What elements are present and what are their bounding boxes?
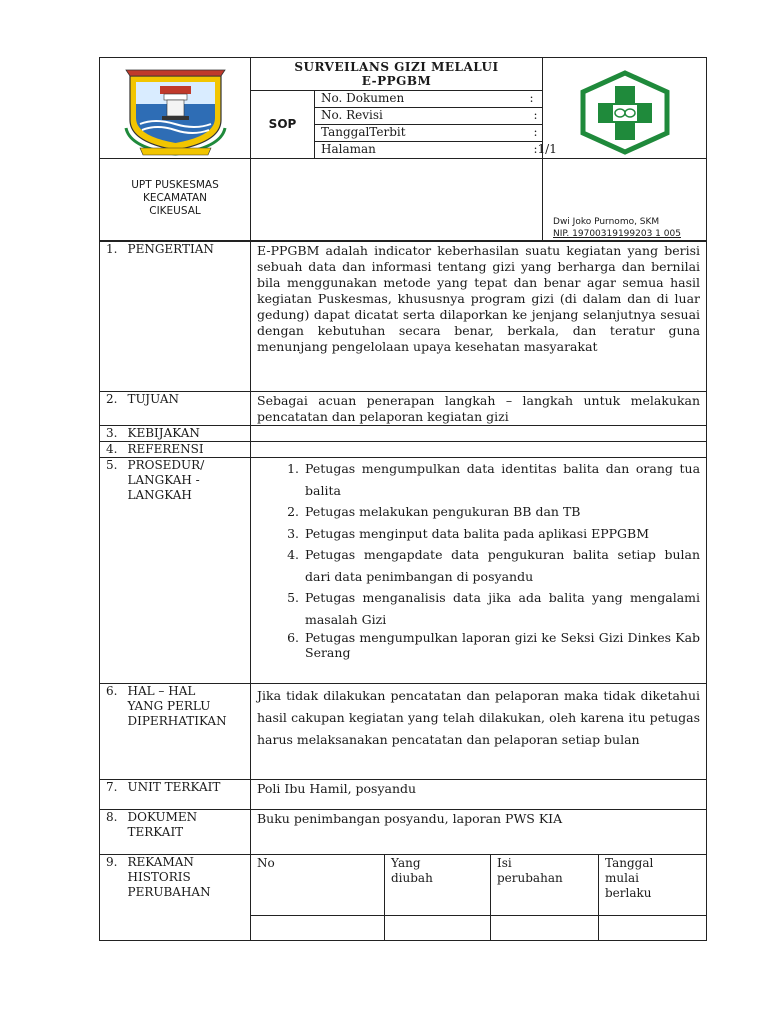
row-label: REFERENSI bbox=[128, 442, 251, 458]
steps-list bbox=[251, 458, 706, 660]
label-line: LANGKAH - bbox=[127, 473, 200, 487]
row-number: 2. bbox=[100, 392, 128, 426]
row-prosedur bbox=[100, 458, 707, 684]
dokumen-text: Buku penimbangan posyandu, laporan PWS KIA bbox=[251, 810, 707, 855]
row-label bbox=[128, 855, 251, 941]
label-line: LANGKAH bbox=[127, 488, 192, 502]
label-line: YANG PERLU bbox=[127, 699, 211, 713]
blank-cell bbox=[251, 159, 543, 241]
row-label: KEBIJAKAN bbox=[128, 426, 251, 442]
row-tujuan bbox=[100, 392, 707, 426]
field-no-dokumen bbox=[315, 91, 543, 108]
unit-line-2: KECAMATAN bbox=[142, 192, 208, 204]
field-label: No. Dokumen bbox=[321, 91, 405, 105]
list-item: 5. Petugas menganalisis data jika ada balita yang mengalami masalah Gizi bbox=[303, 587, 700, 630]
label-line: PERUBAHAN bbox=[127, 885, 211, 899]
field-label: TanggalTerbit bbox=[321, 125, 406, 139]
row-number: 8. bbox=[100, 810, 128, 855]
row-label bbox=[128, 684, 251, 780]
field-value: : bbox=[533, 125, 538, 139]
row-number: 9. bbox=[100, 855, 128, 941]
title-line-2: E-PPGBM bbox=[361, 74, 432, 88]
unit-line-3: CIKEUSAL bbox=[149, 205, 201, 217]
col-line: Tanggal bbox=[605, 856, 654, 870]
history-cell bbox=[491, 916, 599, 941]
field-label: No. Revisi bbox=[321, 108, 383, 122]
prosedur-steps bbox=[251, 458, 707, 684]
col-line: berlaku bbox=[605, 886, 652, 900]
field-label: Halaman bbox=[321, 142, 376, 156]
label-line: PROSEDUR/ bbox=[127, 458, 205, 472]
field-value: : bbox=[529, 91, 534, 105]
regency-emblem-icon bbox=[100, 58, 251, 158]
row-number: 4. bbox=[100, 442, 128, 458]
hal-text: Jika tidak dilakukan pencatatan dan pelaporan maka tidak diketahui hasil cakupan kegiatan yang telah dilakukan, oleh karena itu petugas harus melaksanakan pencatatan dan pelaporan setiap bulan bbox=[251, 684, 707, 780]
row-label: UNIT TERKAIT bbox=[128, 780, 251, 810]
history-cell bbox=[599, 916, 707, 941]
unit-line-1: UPT PUSKESMAS bbox=[131, 179, 219, 191]
unit-name bbox=[100, 159, 251, 241]
label-line: DOKUMEN bbox=[127, 810, 198, 824]
row-label bbox=[128, 458, 251, 684]
referensi-text bbox=[251, 442, 707, 458]
row-kebijakan bbox=[100, 426, 707, 442]
row-label: TUJUAN bbox=[128, 392, 251, 426]
row-number: 3. bbox=[100, 426, 128, 442]
signature-block bbox=[543, 159, 707, 241]
unit-terkait-text: Poli Ibu Hamil, posyandu bbox=[251, 780, 707, 810]
history-col-date bbox=[599, 855, 707, 916]
logo-cell bbox=[100, 58, 251, 159]
sop-header-table bbox=[99, 57, 707, 241]
puskesmas-logo-icon bbox=[543, 58, 707, 158]
label-line: TERKAIT bbox=[127, 825, 184, 839]
label-line: HISTORIS bbox=[127, 870, 191, 884]
row-hal bbox=[100, 684, 707, 780]
row-number: 7. bbox=[100, 780, 128, 810]
row-pengertian bbox=[100, 242, 707, 392]
col-line: Isi bbox=[497, 856, 512, 870]
label-line: DIPERHATIKAN bbox=[127, 714, 227, 728]
col-line: Yang bbox=[391, 856, 421, 870]
tujuan-text: Sebagai acuan penerapan langkah – langkah untuk melakukan pencatatan dan pelaporan kegiatan gizi bbox=[251, 392, 707, 426]
field-halaman bbox=[315, 142, 557, 159]
history-col-changed bbox=[385, 855, 491, 916]
field-tanggal-terbit bbox=[315, 125, 543, 142]
sop-body-table bbox=[99, 241, 707, 941]
field-no-revisi bbox=[315, 108, 543, 125]
row-number: 6. bbox=[100, 684, 128, 780]
list-item: 6. Petugas mengumpulkan laporan gizi ke Seksi Gizi Dinkes Kab Serang bbox=[303, 630, 700, 660]
row-unit-terkait bbox=[100, 780, 707, 810]
row-referensi bbox=[100, 442, 707, 458]
puskesmas-logo-cell bbox=[543, 58, 707, 159]
list-item: 1. Petugas mengumpulkan data identitas balita dan orang tua balita bbox=[303, 458, 700, 501]
title-line-1: SURVEILANS GIZI MELALUI bbox=[294, 60, 499, 74]
row-rekaman bbox=[100, 855, 707, 916]
history-col-no: No bbox=[251, 855, 385, 916]
signer-nip: NIP. 19700319199203 1 005 bbox=[553, 229, 681, 239]
kebijakan-text bbox=[251, 426, 707, 442]
field-value: : bbox=[533, 108, 538, 122]
col-line: diubah bbox=[391, 871, 433, 885]
sop-label: SOP bbox=[251, 91, 315, 159]
label-line: REKAMAN bbox=[127, 855, 194, 869]
label-line: HAL – HAL bbox=[127, 684, 196, 698]
col-line: mulai bbox=[605, 871, 639, 885]
signer-name: Dwi Joko Purnomo, SKM bbox=[553, 217, 660, 227]
sop-title bbox=[251, 58, 543, 91]
row-number: 5. bbox=[100, 458, 128, 684]
list-item: 3. Petugas menginput data balita pada aplikasi EPPGBM bbox=[303, 523, 700, 545]
field-value: :1/1 bbox=[533, 142, 557, 156]
row-label bbox=[128, 810, 251, 855]
row-label: PENGERTIAN bbox=[128, 242, 251, 392]
row-number: 1. bbox=[100, 242, 128, 392]
pengertian-text: E-PPGBM adalah indicator keberhasilan suatu kegiatan yang berisi sebuah data dan informasi tentang gizi yang berharga dan bernilai bila menggunakan metode yang tepat dan benar agar semua hasil kegiatan Puskesmas, khususnya program gizi (di dalam dan di luar gedung) dapat dicatat serta dilaporkan ke jenjang selanjutnya sesuai dengan kebutuhan secara benar, berkala, dan teratur guna menunjang pengelolaan upaya kesehatan masyarakat bbox=[251, 242, 707, 392]
list-item: 4. Petugas mengapdate data pengukuran balita setiap bulan dari data penimbangan di posyandu bbox=[303, 544, 700, 587]
row-dokumen bbox=[100, 810, 707, 855]
list-item: 2. Petugas melakukan pengukuran BB dan TB bbox=[303, 501, 700, 523]
history-col-content bbox=[491, 855, 599, 916]
col-line: perubahan bbox=[497, 871, 563, 885]
history-cell bbox=[251, 916, 385, 941]
history-cell bbox=[385, 916, 491, 941]
